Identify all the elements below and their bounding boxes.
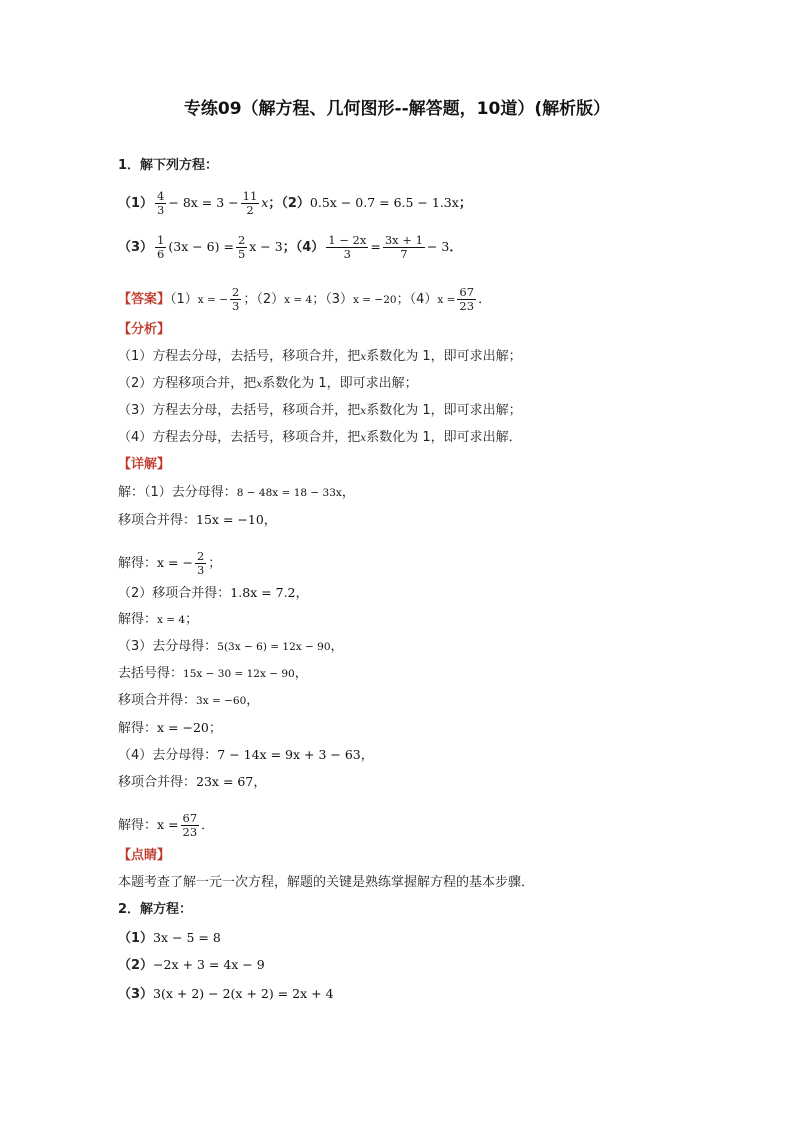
q1-p1-label: （1） xyxy=(118,196,154,211)
q1-p3-label: （3） xyxy=(118,240,154,255)
remark-text: 本题考查了解一元一次方程，解题的关键是熟练掌握解方程的基本步骤． xyxy=(118,875,535,890)
detail-step-12: 解得：x = $\frac{67}{23}$ ． xyxy=(118,811,215,839)
fraction: $\frac{2}{3}$ xyxy=(196,549,205,577)
q1-p2-label: （2） xyxy=(281,196,310,211)
detail-step-7: 去括号得：15x − 30 = 12x − 90， xyxy=(118,666,308,681)
detail-step-2: 移项合并得：15x = −10， xyxy=(118,512,277,528)
fraction: $\frac{2}{3}$ xyxy=(232,285,240,313)
q2-part-1: （1）3x − 5 = 8 xyxy=(118,930,221,946)
detail-step-11: 移项合并得：23x = 67， xyxy=(118,774,267,790)
q2-part-3: （3）3(x + 2) − 2(x + 2) = 2x + 4 xyxy=(118,986,334,1002)
q1-heading: 1．解下列方程： xyxy=(118,158,219,173)
analysis-line-2: （2）方程移项合并，把x系数化为 1，即可求出解； xyxy=(118,376,418,391)
q2-part-2: （2）−2x + 3 = 4x − 9 xyxy=(118,957,265,973)
fraction: $\frac{1}{6}$ xyxy=(157,233,165,261)
detail-step-3: 解得：x = − $\frac{2}{3}$ ； xyxy=(118,549,222,577)
fraction: $\frac{1 - 2x}{3}$ xyxy=(328,233,367,261)
q1-p2-eq: 0.5x − 0.7 = 6.5 − 1.3x xyxy=(309,195,459,210)
q2-heading: 2．解方程： xyxy=(118,902,193,917)
q1-equations-row1: （1） $\frac{4}{3}$ − 8x = 3 − $\frac{11}{2}$ x；（2）0.5x − 0.7 = 6.5 − 1.3x； xyxy=(118,189,472,217)
answer-tag: 【答案】 xyxy=(118,292,171,307)
fraction: $\frac{3x + 1}{7}$ xyxy=(384,233,423,261)
detail-step-10: （4）去分母得：7 − 14x = 9x + 3 − 63， xyxy=(118,747,374,763)
remark-tag: 【点睛】 xyxy=(118,848,171,863)
detail-step-1: 解：（1）去分母得：8 − 48x = 18 − 33x， xyxy=(118,485,355,500)
answer-row: 【答案】（1）x = − $\frac{2}{3}$ ；（2）x = 4；（3）x = −20；（4）x = $\frac{67}{23}$ ． xyxy=(118,285,492,313)
fraction: $\frac{67}{23}$ xyxy=(182,811,198,839)
detail-step-4: （2）移项合并得：1.8x = 7.2， xyxy=(118,585,309,601)
fraction: $\frac{2}{5}$ xyxy=(237,233,246,261)
analysis-line-3: （3）方程去分母，去括号，移项合并，把x系数化为 1，即可求出解； xyxy=(118,403,522,418)
detail-step-9: 解得：x = −20； xyxy=(118,720,222,736)
detail-tag: 【详解】 xyxy=(118,457,171,472)
q1-p4-label: （4） xyxy=(295,240,325,255)
q1-equations-row2: （3） $\frac{1}{6}$ (3x − 6) = $\frac{2}{5}$ x − 3；（4） $\frac{1 - 2x}{3}$ = $\frac{3x + 1}{7}$ − 3． xyxy=(118,233,463,261)
analysis-line-1: （1）方程去分母，去括号，移项合并，把x系数化为 1，即可求出解； xyxy=(118,349,522,364)
analysis-tag: 【分析】 xyxy=(118,322,171,337)
q1-p1-mid: − 8x = 3 − xyxy=(168,195,239,210)
analysis-line-4: （4）方程去分母，去括号，移项合并，把x系数化为 1，即可求出解． xyxy=(118,430,522,445)
fraction: $\frac{11}{2}$ xyxy=(242,189,258,217)
fraction: $\frac{4}{3}$ xyxy=(157,189,165,217)
detail-step-8: 移项合并得：3x = −60， xyxy=(118,693,260,708)
page-title: 专练09（解方程、几何图形--解答题，10道）(解析版） xyxy=(183,99,611,119)
detail-step-5: 解得：x = 4； xyxy=(118,612,199,627)
fraction: $\frac{67}{23}$ xyxy=(459,285,475,313)
detail-step-6: （3）去分母得：5(3x − 6) = 12x − 90， xyxy=(118,639,344,654)
